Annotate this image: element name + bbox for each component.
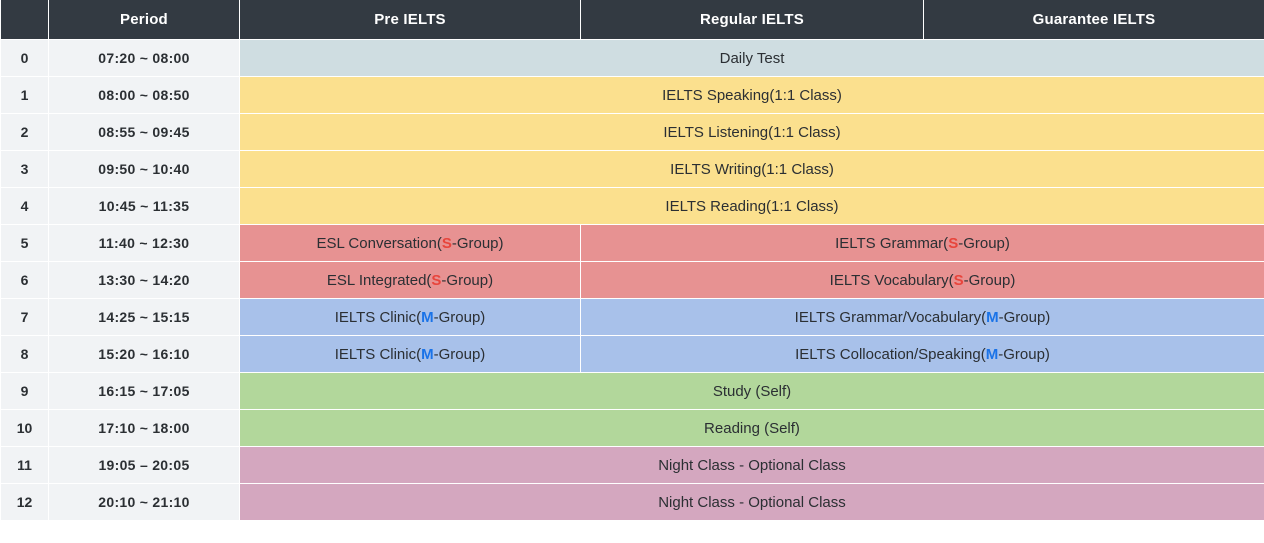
schedule-cell: IELTS Reading(1:1 Class) [240, 188, 1264, 225]
schedule-cell: IELTS Grammar(S-Group) [581, 225, 1264, 262]
row-period: 16:15 ~ 17:05 [49, 373, 240, 410]
schedule-cell: Daily Test [240, 40, 1264, 77]
row-period: 10:45 ~ 11:35 [49, 188, 240, 225]
schedule-cell: IELTS Listening(1:1 Class) [240, 114, 1264, 151]
row-period: 08:00 ~ 08:50 [49, 77, 240, 114]
table-row [1, 225, 1264, 262]
schedule-cell: IELTS Grammar/Vocabulary(M-Group) [581, 299, 1264, 336]
table-body [1, 40, 1264, 521]
row-period: 13:30 ~ 14:20 [49, 262, 240, 299]
schedule-cell: Night Class - Optional Class [240, 447, 1264, 484]
table-row [1, 77, 1264, 114]
table-row [1, 299, 1264, 336]
table-row [1, 447, 1264, 484]
table-row [1, 151, 1264, 188]
row-index: 9 [1, 373, 49, 410]
group-marker: S [953, 271, 964, 289]
row-period: 11:40 ~ 12:30 [49, 225, 240, 262]
row-period: 15:20 ~ 16:10 [49, 336, 240, 373]
row-index: 10 [1, 410, 49, 447]
group-marker: M [421, 345, 434, 363]
row-index: 0 [1, 40, 49, 77]
row-period: 20:10 ~ 21:10 [49, 484, 240, 521]
header-index [1, 0, 49, 40]
schedule-cell: IELTS Clinic(M-Group) [240, 299, 581, 336]
schedule-cell: IELTS Speaking(1:1 Class) [240, 77, 1264, 114]
row-index: 2 [1, 114, 49, 151]
header-pre-ielts: Pre IELTS [240, 0, 581, 40]
table-row [1, 484, 1264, 521]
group-marker: M [421, 308, 434, 326]
row-period: 08:55 ~ 09:45 [49, 114, 240, 151]
schedule-cell: IELTS Vocabulary(S-Group) [581, 262, 1264, 299]
row-index: 7 [1, 299, 49, 336]
row-index: 12 [1, 484, 49, 521]
schedule-cell: Study (Self) [240, 373, 1264, 410]
header-period: Period [49, 0, 240, 40]
row-index: 3 [1, 151, 49, 188]
table-row [1, 188, 1264, 225]
schedule-cell: IELTS Clinic(M-Group) [240, 336, 581, 373]
group-marker: M [986, 308, 999, 326]
schedule-cell: IELTS Collocation/Speaking(M-Group) [581, 336, 1264, 373]
schedule-cell: Night Class - Optional Class [240, 484, 1264, 521]
table-row [1, 410, 1264, 447]
row-period: 09:50 ~ 10:40 [49, 151, 240, 188]
group-marker: S [441, 234, 452, 252]
row-period: 14:25 ~ 15:15 [49, 299, 240, 336]
row-index: 5 [1, 225, 49, 262]
table-row [1, 336, 1264, 373]
group-marker: S [431, 271, 442, 289]
schedule-cell: ESL Conversation(S-Group) [240, 225, 581, 262]
table-row [1, 262, 1264, 299]
schedule-cell: Reading (Self) [240, 410, 1264, 447]
header-guarantee-ielts: Guarantee IELTS [924, 0, 1264, 40]
row-index: 1 [1, 77, 49, 114]
header-regular-ielts: Regular IELTS [581, 0, 924, 40]
row-index: 11 [1, 447, 49, 484]
row-period: 19:05 – 20:05 [49, 447, 240, 484]
row-index: 4 [1, 188, 49, 225]
row-period: 07:20 ~ 08:00 [49, 40, 240, 77]
schedule-cell: ESL Integrated(S-Group) [240, 262, 581, 299]
schedule-cell: IELTS Writing(1:1 Class) [240, 151, 1264, 188]
row-index: 8 [1, 336, 49, 373]
group-marker: M [985, 345, 999, 363]
table-row [1, 40, 1264, 77]
row-period: 17:10 ~ 18:00 [49, 410, 240, 447]
table-row [1, 373, 1264, 410]
table-row [1, 114, 1264, 151]
table-header [1, 0, 1264, 40]
group-marker: S [948, 234, 959, 252]
row-index: 6 [1, 262, 49, 299]
header-row [1, 0, 1264, 40]
